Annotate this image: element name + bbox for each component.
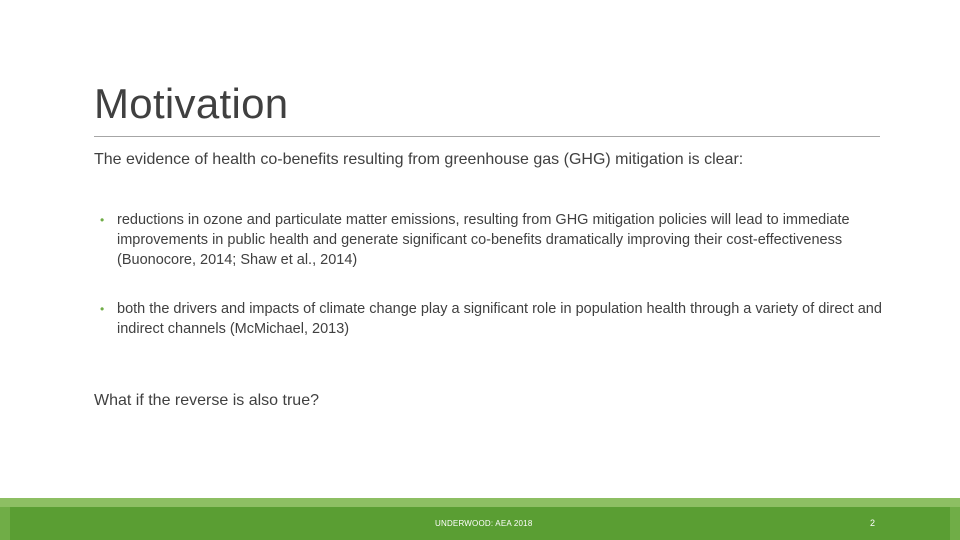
bullet-text: reductions in ozone and particulate matter emissions, resulting from GHG mitigation policies will lead to immediate improvements in public health and generate significant co-benefits dramatically improving their cost-effectiveness (Buonocore, 2014; Shaw et al., 2014) xyxy=(117,212,850,268)
bullet-list xyxy=(100,210,890,368)
bullet-item xyxy=(100,299,890,339)
bullet-item xyxy=(100,210,890,270)
slide-title: Motivation xyxy=(94,80,289,127)
footer-band-highlight xyxy=(0,498,960,507)
footer-text: UNDERWOOD: AEA 2018 xyxy=(435,519,533,528)
bullet-text: both the drivers and impacts of climate change play a significant role in population health through a variety of direct and indirect channels (McMichael, 2013) xyxy=(117,301,882,337)
intro-text: The evidence of health co-benefits resulting from greenhouse gas (GHG) mitigation is clear: xyxy=(94,151,744,168)
closing-question: What if the reverse is also true? xyxy=(94,392,319,409)
title-divider xyxy=(94,136,880,137)
bullet-marker-icon: • xyxy=(100,213,105,227)
bullet-marker-icon: • xyxy=(100,302,105,316)
page-number: 2 xyxy=(870,518,876,528)
